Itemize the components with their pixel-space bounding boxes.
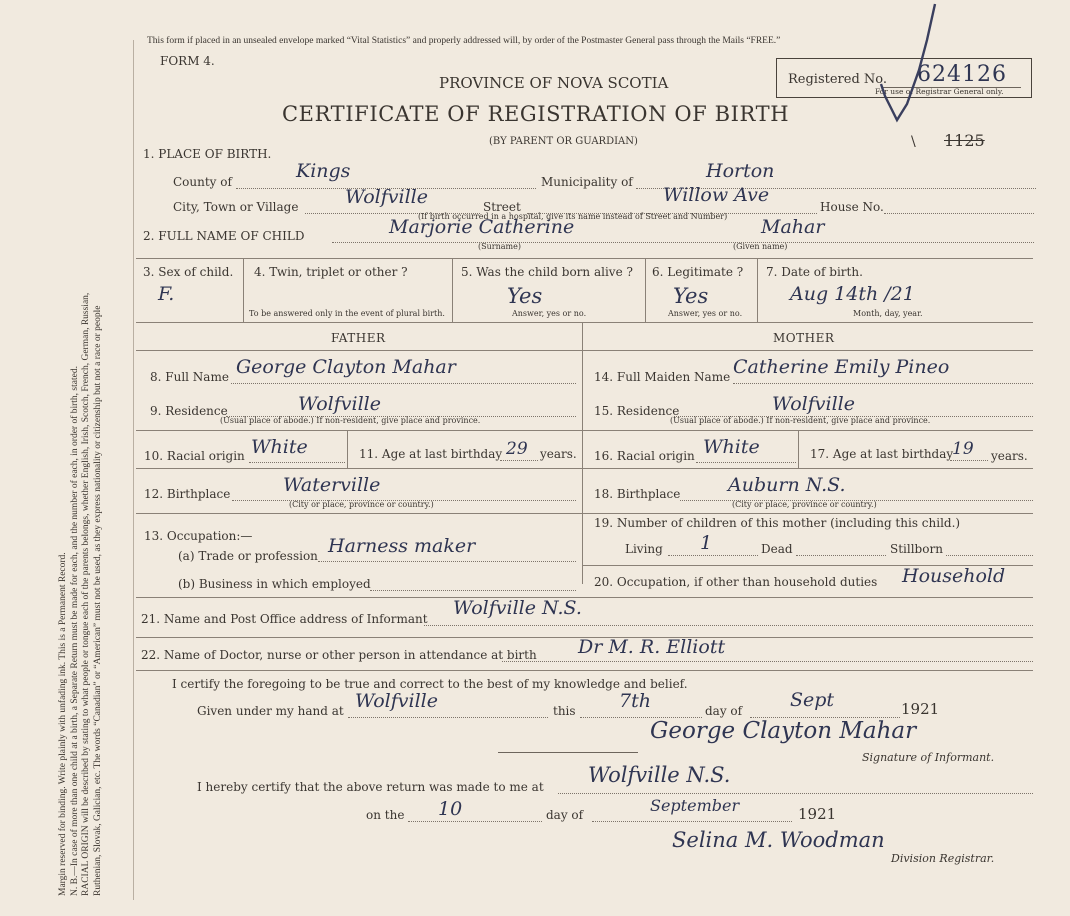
registrar-day-of-label: day of [546, 808, 584, 822]
date-of-birth-label: 7. Date of birth. [766, 265, 863, 279]
registrar-check-mark [875, 0, 945, 130]
date-of-birth-note: Month, day, year. [853, 309, 923, 318]
county-label: County of [173, 175, 232, 189]
registered-label: Registered No. [788, 72, 888, 87]
registrar-day-value: 10 [438, 798, 463, 820]
dead-label: Dead [761, 542, 793, 556]
registrar-signature: Selina M. Woodman [672, 828, 885, 852]
given-year-value: 1921 [901, 700, 940, 718]
father-years-label: years. [540, 447, 577, 461]
informant-value: Wolfville N.S. [453, 597, 582, 619]
street-value: Willow Ave [663, 184, 770, 206]
father-trade-label: (a) Trade or profession [178, 549, 318, 563]
father-residence-note: (Usual place of abode.) If non-resident, give place and province. [220, 416, 481, 425]
father-birthplace-note: (City or place, province or country.) [289, 500, 434, 509]
born-alive-value: Yes [507, 284, 543, 308]
binding-margin-rule [133, 40, 134, 900]
mother-racial-label: 16. Racial origin [594, 449, 695, 463]
city-label: City, Town or Village [173, 200, 299, 214]
father-age-label: 11. Age at last birthday [359, 447, 503, 461]
document-subtitle: (BY PARENT OR GUARDIAN) [489, 136, 638, 147]
signature-caption: Signature of Informant. [862, 751, 995, 764]
mother-children-label: 19. Number of children of this mother (including this child.) [594, 516, 961, 530]
mother-heading: MOTHER [773, 331, 835, 345]
sex-label: 3. Sex of child. [143, 265, 234, 279]
date-of-birth-value: Aug 14th /21 [790, 283, 915, 305]
mother-racial-value: White [703, 436, 760, 458]
street-label: Street [483, 200, 521, 214]
father-age-value: 29 [506, 439, 528, 459]
doctor-label: 22. Name of Doctor, nurse or other person in attendance at birth [141, 648, 537, 662]
father-heading: FATHER [331, 331, 386, 345]
given-day-of-label: day of [705, 704, 743, 718]
stillborn-label: Stillborn [890, 542, 943, 556]
living-label: Living [625, 542, 663, 556]
child-name-label: 2. FULL NAME OF CHILD [143, 229, 305, 243]
mother-residence-value: Wolfville [772, 393, 855, 415]
margin-instructions [58, 26, 104, 896]
sex-value: F. [158, 283, 175, 305]
registrar-year-value: 1921 [798, 805, 837, 823]
father-occupation-label: 13. Occupation:— [144, 529, 253, 543]
father-trade-value: Harness maker [328, 535, 476, 557]
mother-birthplace-label: 18. Birthplace [594, 487, 681, 501]
mother-occupation-value: Household [902, 565, 1006, 587]
given-place-value: Wolfville [355, 690, 438, 712]
given-month-value: Sept [790, 689, 835, 711]
mother-occupation-label: 20. Occupation, if other than household duties [594, 575, 878, 589]
living-value: 1 [700, 532, 713, 554]
given-under-hand-label: Given under my hand at [197, 704, 344, 718]
municipality-value: Horton [706, 160, 775, 182]
mother-age-value: 19 [952, 439, 974, 459]
registrar-statement: I hereby certify that the above return was made to me at [197, 780, 544, 794]
father-birthplace-value: Waterville [283, 474, 381, 496]
mother-birthplace-value: Auburn N.S. [728, 474, 846, 496]
given-name-caption: (Given name) [733, 242, 788, 251]
margin-line-binding: Margin reserved for binding. Write plainly with unfading ink. This is a Permanent Record. [58, 552, 68, 896]
registrar-month-value: September [650, 796, 740, 815]
twin-note: To be answered only in the event of plural birth. [249, 309, 445, 318]
father-residence-label: 9. Residence [150, 404, 228, 418]
twin-label: 4. Twin, triplet or other ? [254, 265, 408, 279]
mother-age-label: 17. Age at last birthday [810, 447, 954, 461]
struck-number: 1125 [944, 131, 985, 150]
father-racial-label: 10. Racial origin [144, 449, 245, 463]
mother-years-label: years. [991, 449, 1028, 463]
municipality-label: Municipality of [541, 175, 633, 189]
margin-line-racial-origin: RACIAL ORIGIN will be described by stating to what people or tongue each of the parents belongs, whether English, Irish, Scotch, French, German, Russian, [81, 292, 91, 896]
form-number: FORM 4. [160, 54, 215, 68]
father-racial-value: White [251, 436, 308, 458]
county-value: Kings [296, 160, 351, 182]
father-name-value: George Clayton Mahar [236, 356, 456, 378]
struck-number-prefix: \ [911, 134, 916, 150]
margin-line-multiple-births: N. B.—In case of more than one child at a birth, a Separate Return must be made for each, and the number of each, in order of birth, stated. [69, 366, 80, 896]
legitimate-value: Yes [673, 284, 709, 308]
registrar-use-note: For use of Registrar General only. [875, 87, 1004, 96]
born-alive-note: Answer, yes or no. [512, 309, 587, 318]
father-residence-value: Wolfville [298, 393, 381, 415]
legitimate-label: 6. Legitimate ? [652, 265, 744, 279]
hospital-note: (If birth occurred in a hospital, give its name instead of Street and Number) [418, 212, 728, 221]
postal-note: This form if placed in an unsealed envelope marked “Vital Statistics” and properly addressed will, by order of the Postmaster General pass through the Mails “FREE.” [147, 36, 781, 46]
informant-signature: George Clayton Mahar [650, 718, 917, 744]
given-day-value: 7th [619, 690, 651, 712]
house-number-label: House No. [820, 200, 884, 214]
legitimate-note: Answer, yes or no. [668, 309, 743, 318]
born-alive-label: 5. Was the child born alive ? [461, 265, 633, 279]
child-surname: Mahar [761, 216, 825, 238]
informant-label: 21. Name and Post Office address of Informant [141, 612, 428, 626]
registered-number: 624126 [917, 62, 1007, 87]
doctor-value: Dr M. R. Elliott [578, 636, 726, 658]
father-name-label: 8. Full Name [150, 370, 229, 384]
registrar-place-value: Wolfville N.S. [588, 763, 731, 787]
father-birthplace-label: 12. Birthplace [144, 487, 231, 501]
margin-line-racial-origin-cont: Ruthenian, Slovak, Galician, etc. The words “Canadian” or “American” must not be used, as they express nationality or citizenship but not a race or people [92, 305, 103, 896]
document-title: CERTIFICATE OF REGISTRATION OF BIRTH [282, 102, 790, 126]
registrar-caption: Division Registrar. [891, 852, 995, 865]
certification-statement: I certify the foregoing to be true and correct to the best of my knowledge and belief. [172, 677, 688, 691]
this-label: this [553, 704, 576, 718]
province-heading: PROVINCE OF NOVA SCOTIA [439, 74, 669, 92]
mother-birthplace-note: (City or place, province or country.) [732, 500, 877, 509]
father-business-label: (b) Business in which employed [178, 577, 371, 591]
surname-caption: (Surname) [478, 242, 521, 251]
mother-name-value: Catherine Emily Pineo [733, 356, 950, 378]
city-value: Wolfville [345, 186, 428, 208]
child-given-names: Marjorie Catherine [389, 216, 575, 238]
mother-residence-label: 15. Residence [594, 404, 680, 418]
place-of-birth-heading: 1. PLACE OF BIRTH. [143, 147, 272, 161]
registrar-on-the-label: on the [366, 808, 405, 822]
mother-name-label: 14. Full Maiden Name [594, 370, 731, 384]
mother-residence-note: (Usual place of abode.) If non-resident, give place and province. [670, 416, 931, 425]
